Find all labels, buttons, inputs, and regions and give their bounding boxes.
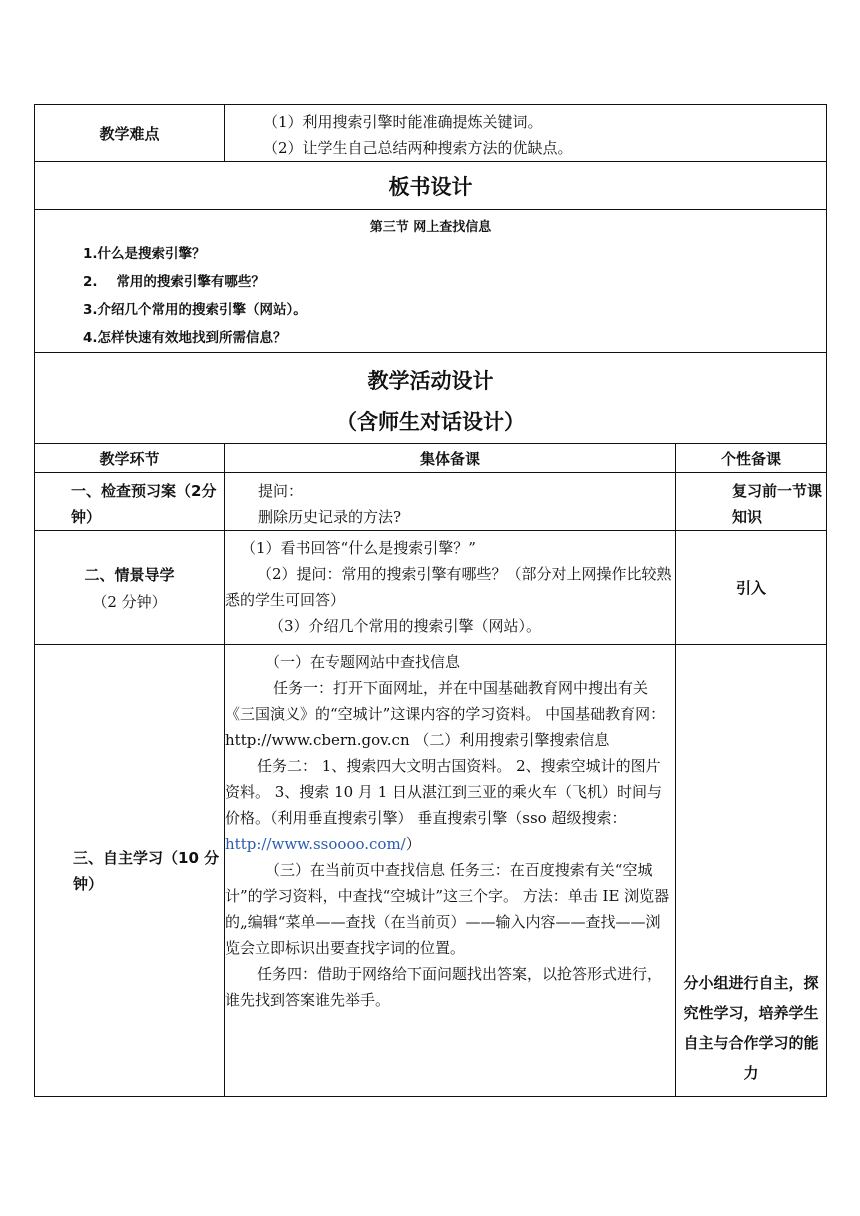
column-header-stage [35, 444, 225, 473]
collective-line: 删除历史记录的方法? [258, 508, 402, 526]
stage-cell [35, 531, 225, 645]
table-row [35, 645, 827, 1097]
difficulty-label-cell [35, 105, 225, 162]
board-content-row [35, 210, 827, 353]
difficulty-content-cell [225, 105, 827, 162]
personal-cell [676, 473, 827, 531]
personal-note: 引入 [736, 579, 767, 597]
board-item: 3.介绍几个常用的搜索引擎（网站）。 [83, 302, 307, 318]
collective-line: （3）介绍几个常用的搜索引擎（网站）。 [269, 617, 542, 635]
collective-paragraph: （一）在专题网站中查找信息 [265, 653, 461, 671]
column-header-personal [676, 444, 827, 473]
stage-cell [35, 645, 225, 1097]
activity-heading-cell [35, 353, 827, 444]
collective-cell [225, 473, 676, 531]
board-content-cell [35, 210, 827, 353]
collective-paragraph: 任务四：借助于网络给下面问题找出答案，以抢答形式进行，谁先找到答案谁先举手。 [225, 965, 663, 1009]
column-header-row [35, 444, 827, 473]
lesson-plan-document [34, 104, 826, 1097]
collective-line: 提问： [258, 482, 304, 500]
table-row [35, 473, 827, 531]
stage-cell [35, 473, 225, 531]
column-header-label: 教学环节 [99, 449, 160, 468]
difficulty-row [35, 105, 827, 162]
personal-note: 分小组进行自主，探究性学习，培养学生自主与合作学习的能力 [683, 974, 819, 1082]
collective-paragraph: （三）在当前页中查找信息 任务三：在百度搜索有关“空城计”的学习资料，中查找“空城计”这三个字。 方法：单击 IE 浏览器的„编辑“菜单——查找（在当前页）——输入内容——查找——浏览会立即标识出要查找字词的位置。 [225, 861, 670, 957]
column-header-collective [225, 444, 676, 473]
stage-label: 三、自主学习（10 分钟） [73, 848, 220, 893]
personal-note: 复习前一节课知识 [732, 482, 823, 526]
collective-paragraph [225, 753, 673, 857]
column-header-label: 个性备课 [721, 449, 782, 468]
column-header-label: 集体备课 [419, 449, 480, 468]
activity-heading-row [35, 353, 827, 444]
paragraph-text: 任务二： 1、搜索四大文明古国资料。 2、搜索空城计的图片资料。 3、搜索 10 月 1 日从湛江到三亚的乘火车（飞机）时间与价格。（利用垂直搜索引擎） 垂直搜索引擎（sso 超级搜索： [225, 757, 663, 827]
collective-line: （2）提问：常用的搜索引擎有哪些？（部分对上网操作比较熟悉的学生可回答） [225, 565, 672, 609]
difficulty-item: （1）利用搜索引擎时能准确提炼关键词。 [263, 113, 543, 131]
board-item: 4.怎样快速有效地找到所需信息？ [83, 330, 287, 346]
activity-heading: 教学活动设计 [367, 369, 494, 393]
stage-label: 二、情景导学 [84, 565, 175, 584]
board-heading: 板书设计 [388, 174, 473, 199]
stage-duration: （2 分钟） [92, 592, 167, 611]
collective-line: （1）看书回答“什么是搜索引擎？” [241, 539, 476, 557]
difficulty-item: （2）让学生自己总结两种搜索方法的优缺点。 [263, 139, 573, 157]
personal-cell [676, 531, 827, 645]
sso-link[interactable]: http://www.ssoooo.com/ [225, 835, 406, 853]
personal-cell [676, 645, 827, 1097]
board-subtitle: 第三节 网上查找信息 [369, 220, 492, 235]
board-heading-cell [35, 162, 827, 210]
lesson-plan-table [34, 104, 827, 1097]
table-row [35, 531, 827, 645]
paragraph-text: ） [405, 835, 421, 853]
activity-subheading: （含师生对话设计） [336, 410, 525, 434]
collective-cell [225, 645, 676, 1097]
board-item: 1.什么是搜索引擎？ [83, 246, 206, 262]
stage-label: 一、检查预习案（2分钟） [71, 482, 217, 526]
collective-cell [225, 531, 676, 645]
collective-paragraph: 任务一：打开下面网址，并在中国基础教育网中搜出有关《三国演义》的“空城计”这课内容的学习资料。 中国基础教育网： http://www.cbern.gov.cn （二）利用搜索引擎搜索信息 [225, 679, 666, 749]
board-heading-row [35, 162, 827, 210]
difficulty-label: 教学难点 [99, 124, 160, 143]
board-item: 2. 常用的搜索引擎有哪些？ [83, 274, 265, 290]
